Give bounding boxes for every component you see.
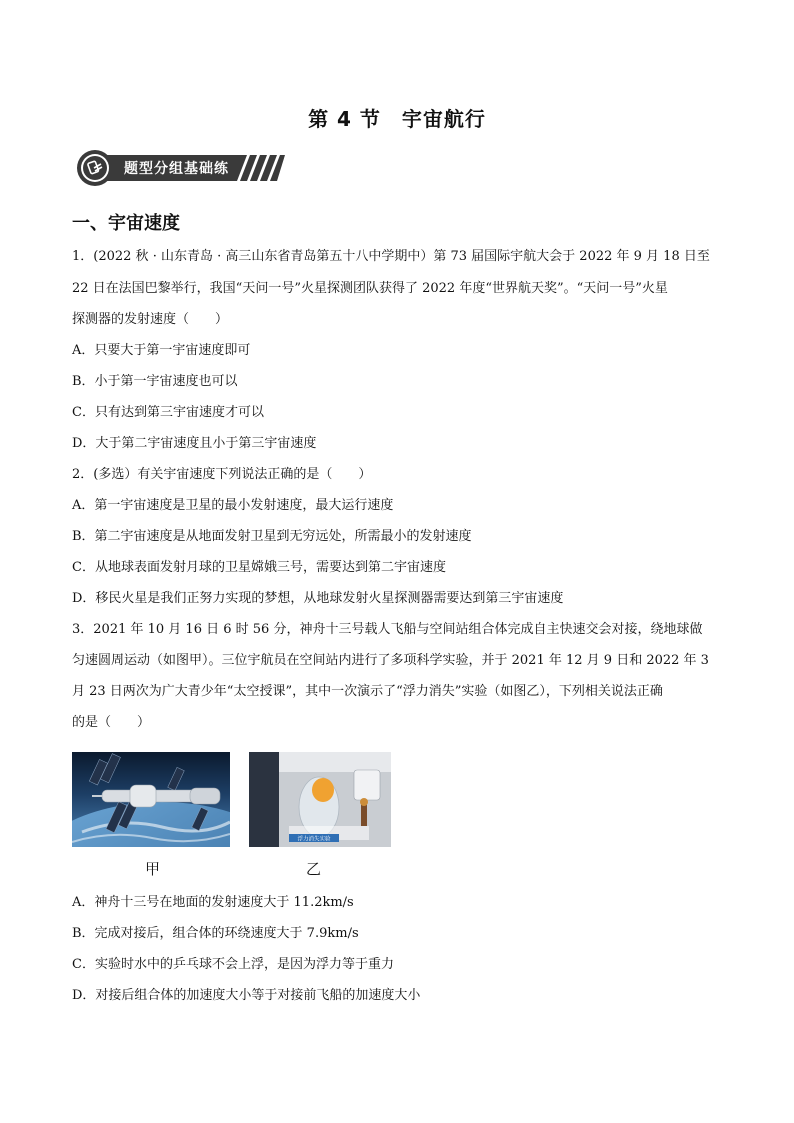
q3-option-a: A．神舟十三号在地面的发射速度大于 11.2km/s xyxy=(72,895,354,910)
q3-stem-line-4: 的是（ ） xyxy=(72,715,151,730)
q2-stem-line-1: 2．(多选）有关宇宙速度下列说法正确的是（ ） xyxy=(72,467,372,482)
image-overlay-label: 浮力消失实验 xyxy=(297,836,331,843)
q1-stem-line-3: 探测器的发射速度（ ） xyxy=(72,312,229,327)
q3-option-c: C．实验时水中的乒乓球不会上浮，是因为浮力等于重力 xyxy=(72,957,394,972)
q1-stem-line-1: 1．(2022 秋 · 山东青岛 · 高三山东省青岛第五十八中学期中）第 73 届国际宇航大会于 2022 年 9 月 18 日至 xyxy=(72,249,710,264)
q3-stem-line-2: 匀速圆周运动（如图甲）。三位宇航员在空间站内进行了多项科学实验，并于 2021 年 12 月 9 日和 2022 年 3 xyxy=(72,653,709,668)
caption-jia: 甲 xyxy=(145,860,161,878)
q1-option-d: D．大于第二宇宙速度且小于第三宇宙速度 xyxy=(72,436,317,451)
page-title: 第 4 节 宇宙航行 xyxy=(308,107,486,131)
q3-stem-line-3: 月 23 日两次为广大青少年“太空授课”，其中一次演示了“浮力消失”实验（如图乙），下列相关说法正确 xyxy=(72,684,663,699)
q2-option-c: C．从地球表面发射月球的卫星嫦娥三号，需要达到第二宇宙速度 xyxy=(72,560,446,575)
space-station-image xyxy=(72,752,230,847)
q1-stem-line-2: 22 日在法国巴黎举行，我国“天问一号”火星探测团队获得了 2022 年度“世界航天奖”。“天问一号”火星 xyxy=(72,281,668,296)
q3-option-d: D．对接后组合体的加速度大小等于对接前飞船的加速度大小 xyxy=(72,988,421,1003)
banner-badge-icon xyxy=(86,159,104,181)
q2-option-a: A．第一宇宙速度是卫星的最小发射速度，最大运行速度 xyxy=(72,498,394,513)
q3-stem-line-1: 3．2021 年 10 月 16 日 6 时 56 分，神舟十三号载人飞船与空间站组合体完成自主快速交会对接，绕地球做 xyxy=(72,622,703,637)
buoyancy-experiment-image xyxy=(249,752,391,847)
q1-option-a: A．只要大于第一宇宙速度即可 xyxy=(72,343,251,358)
banner-label: 题型分组基础练 xyxy=(124,161,229,177)
q2-option-b: B．第二宇宙速度是从地面发射卫星到无穷远处，所需最小的发射速度 xyxy=(72,529,472,544)
section-heading: 一、宇宙速度 xyxy=(72,213,180,234)
section-banner xyxy=(75,149,285,187)
caption-yi: 乙 xyxy=(306,860,322,878)
q1-option-b: B．小于第一宇宙速度也可以 xyxy=(72,374,238,389)
q1-option-c: C．只有达到第三宇宙速度才可以 xyxy=(72,405,264,420)
q2-option-d: D．移民火星是我们正努力实现的梦想，从地球发射火星探测器需要达到第三宇宙速度 xyxy=(72,591,564,606)
q3-option-b: B．完成对接后，组合体的环绕速度大于 7.9km/s xyxy=(72,926,359,941)
